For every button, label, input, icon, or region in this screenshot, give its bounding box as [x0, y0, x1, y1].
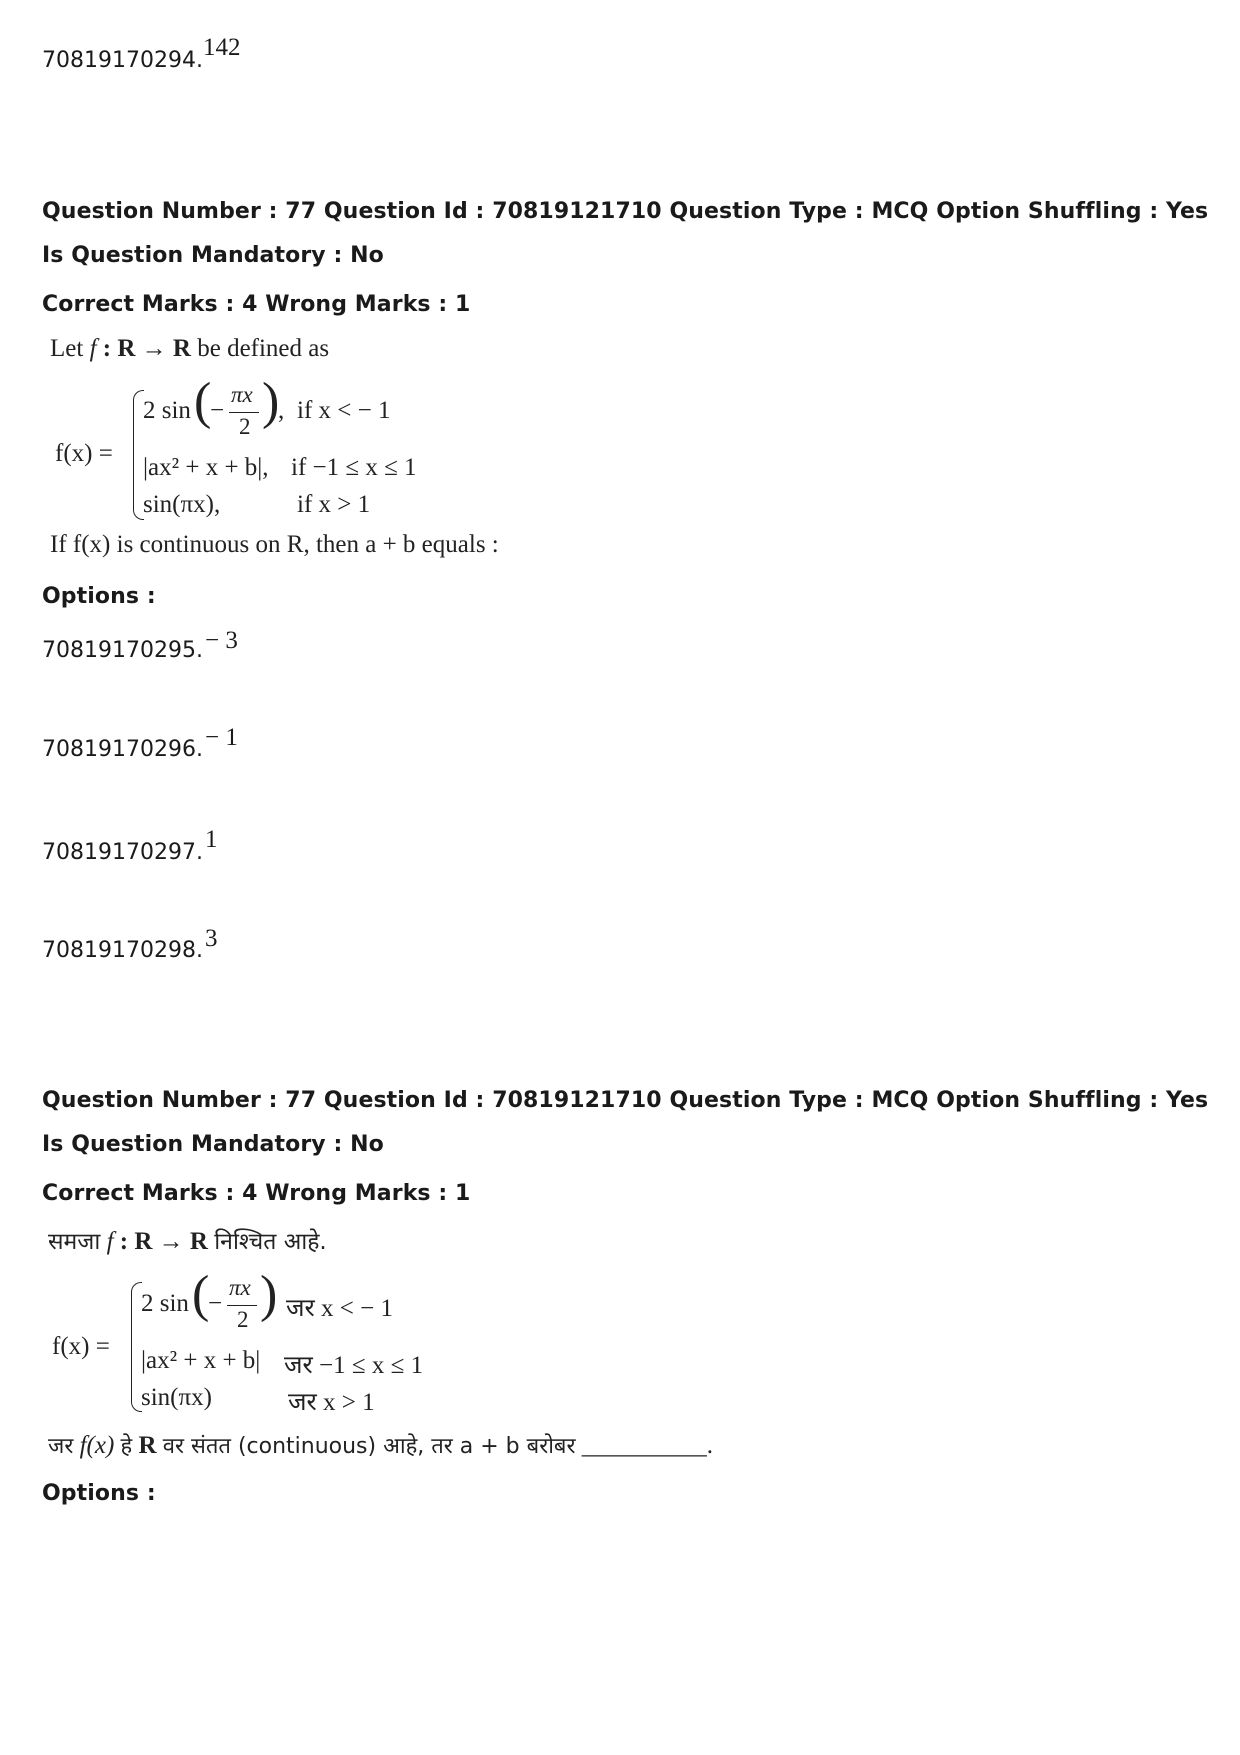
case1-minus: −	[208, 1290, 223, 1317]
intro-map: : R → R	[113, 1228, 208, 1255]
option-id: 70819170298.	[42, 938, 203, 963]
case1-fraction-bar	[229, 412, 259, 413]
case1-fraction-num: πx	[231, 382, 253, 407]
question-jar: जर	[48, 1434, 74, 1459]
option-value: 3	[205, 925, 218, 952]
case3-expr: sin(πx),	[143, 491, 221, 518]
question-R: R	[138, 1432, 157, 1459]
question-text: If f(x) is continuous on R, then a + b equals :	[50, 531, 499, 558]
case1-open-paren: (	[192, 1266, 210, 1323]
case2-condition: if −1 ≤ x ≤ 1	[291, 454, 417, 481]
case2-condition: जर −1 ≤ x ≤ 1	[284, 1352, 424, 1379]
case1-close-paren: )	[262, 373, 280, 430]
case3-expr: sin(πx)	[141, 1384, 212, 1411]
case1-fraction-bar	[227, 1305, 257, 1306]
question-fx: f(x)	[79, 1432, 115, 1459]
case1-expr: 2 sin	[143, 397, 191, 424]
question-intro	[50, 335, 329, 363]
question-marks: Correct Marks : 4 Wrong Marks : 1	[42, 292, 471, 317]
option-value: 1	[205, 826, 218, 853]
case1-fraction-den: 2	[237, 1307, 249, 1332]
option-id: 70819170295.	[42, 638, 203, 663]
case1-minus: −	[210, 397, 225, 424]
question-intro	[48, 1224, 327, 1256]
case1-close-paren: )	[260, 1266, 278, 1323]
question-he: हे	[120, 1434, 133, 1459]
case3-condition: जर x > 1	[288, 1389, 375, 1416]
case2-expr: |ax² + x + b|	[141, 1347, 261, 1374]
fx-label: f(x) =	[55, 440, 113, 467]
case1-open-paren: (	[194, 373, 212, 430]
case3-condition: if x > 1	[297, 491, 371, 518]
question-mandatory: Is Question Mandatory : No	[42, 1132, 384, 1157]
case1-expr: 2 sin	[141, 1290, 189, 1317]
intro-f: f	[106, 1228, 114, 1255]
option-value: − 3	[205, 627, 238, 654]
options-label: Options :	[42, 1481, 156, 1506]
case1-fraction-den: 2	[239, 414, 251, 439]
case2-expr: |ax² + x + b|,	[143, 454, 269, 481]
fx-label: f(x) =	[52, 1333, 110, 1360]
question-marks: Correct Marks : 4 Wrong Marks : 1	[42, 1181, 471, 1206]
option-value: − 1	[205, 724, 238, 751]
case1-comma: ,	[278, 397, 285, 424]
intro-let: Let	[50, 335, 84, 362]
intro-rest: निश्चित आहे.	[214, 1229, 327, 1255]
question-rest: वर संतत (continuous) आहे, तर a + b बरोबर	[162, 1434, 576, 1459]
case1-fraction-num: πx	[229, 1275, 251, 1300]
option-id: 70819170297.	[42, 840, 203, 865]
options-label: Options :	[42, 584, 156, 609]
intro-rest: be defined as	[197, 335, 330, 362]
intro-f: f	[89, 335, 97, 362]
question-text	[48, 1430, 713, 1460]
option-value: 142	[203, 34, 241, 61]
case1-condition: if x < − 1	[297, 397, 391, 424]
question-header: Question Number : 77 Question Id : 70819121710 Question Type : MCQ Option Shuffling : Yes	[42, 1088, 1209, 1113]
question-header: Question Number : 77 Question Id : 70819121710 Question Type : MCQ Option Shuffling : Yes	[42, 199, 1209, 224]
question-mandatory: Is Question Mandatory : No	[42, 243, 384, 268]
option-id: 70819170296.	[42, 737, 203, 762]
intro-samaja: समजा	[48, 1229, 101, 1255]
case1-condition: जर x < − 1	[286, 1295, 393, 1322]
option-id: 70819170294.	[42, 48, 203, 73]
intro-map: : R → R	[96, 335, 191, 362]
answer-blank: __________.	[581, 1432, 713, 1459]
